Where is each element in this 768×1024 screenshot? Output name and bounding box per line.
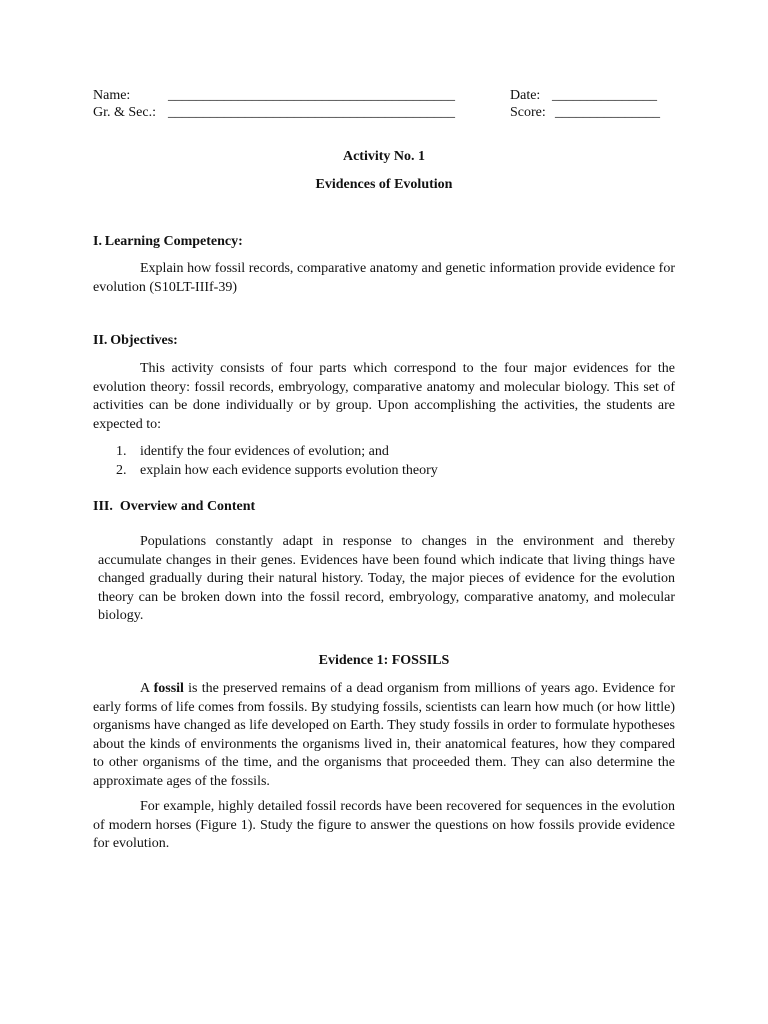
learning-competency-text — [93, 260, 675, 297]
list-item-text: explain how each evidence supports evolution theory — [140, 462, 438, 478]
objectives-list — [116, 443, 676, 480]
list-item-text: identify the four evidences of evolution; and — [140, 444, 389, 459]
name-label: Name: — [93, 88, 131, 103]
score-label: Score: — [510, 105, 546, 120]
date-blank[interactable]: _______________ — [552, 88, 657, 103]
section-overview-heading: III. Overview and Content — [93, 499, 256, 514]
learning-competency-body: Explain how fossil records, comparative anatomy and genetic information provide evidence for evolution (S10LT-IIIf-39) — [93, 261, 675, 295]
fossil-keyword: fossil — [153, 681, 184, 696]
date-label: Date: — [510, 88, 541, 103]
list-item-number: 1. — [116, 444, 127, 459]
list-item — [116, 443, 676, 462]
activity-title: Evidences of Evolution — [315, 177, 453, 192]
section-learning-competency-heading: I. Learning Competency: — [93, 234, 243, 249]
overview-body: Populations constantly adapt in response to changes in the environment and thereby accumulate changes in their genes. Evidences have been found which indicate that living things have changed gradually during their natural history. Today, the major pieces of evidence for the evolution theory can be broken down into the fossil record, embryology, comparative anatomy, and molecular biology. — [98, 534, 675, 623]
list-item-number: 2. — [116, 462, 127, 478]
fossil-definition-paragraph — [93, 680, 675, 791]
fossil-definition-body: is the preserved remains of a dead organism from millions of years ago. Evidence for early forms of life comes from fossils. By studying fossils, scientists can learn how much (or how little) organisms have changed as life developed on Earth. They study fossils in order to formulate hypotheses about the kinds of environments the organisms lived in, their anatomical features, how they compared to other organisms of the time, and the organisms that proceeded them. They can also determine the approximate ages of the fossils. — [93, 681, 676, 789]
overview-text — [98, 533, 675, 626]
grsec-label: Gr. & Sec.: — [93, 105, 156, 120]
evidence-fossils-heading: Evidence 1: FOSSILS — [318, 653, 450, 668]
list-item — [116, 462, 676, 481]
horse-example-body: For example, highly detailed fossil records have been recovered for sequences in the evolution of modern horses (Figure 1). Study the figure to answer the questions on how fossils provide evidence for evolution. — [93, 799, 675, 851]
horse-example-paragraph — [93, 798, 675, 854]
grsec-blank[interactable]: _________________________________________ — [168, 105, 455, 120]
objectives-text — [93, 360, 675, 434]
section-objectives-heading: II. Objectives: — [93, 333, 178, 348]
name-blank[interactable]: _________________________________________ — [168, 88, 455, 103]
score-blank[interactable]: _______________ — [555, 105, 660, 120]
fossil-lead: A — [140, 681, 150, 696]
activity-number: Activity No. 1 — [342, 149, 426, 164]
objectives-body: This activity consists of four parts which correspond to the four major evidences for the evolution theory: fossil records, embryology, comparative anatomy and molecular biology. This set of activities can be done individually or by group. Upon accomplishing the activities, the students are expected to: — [93, 361, 675, 432]
